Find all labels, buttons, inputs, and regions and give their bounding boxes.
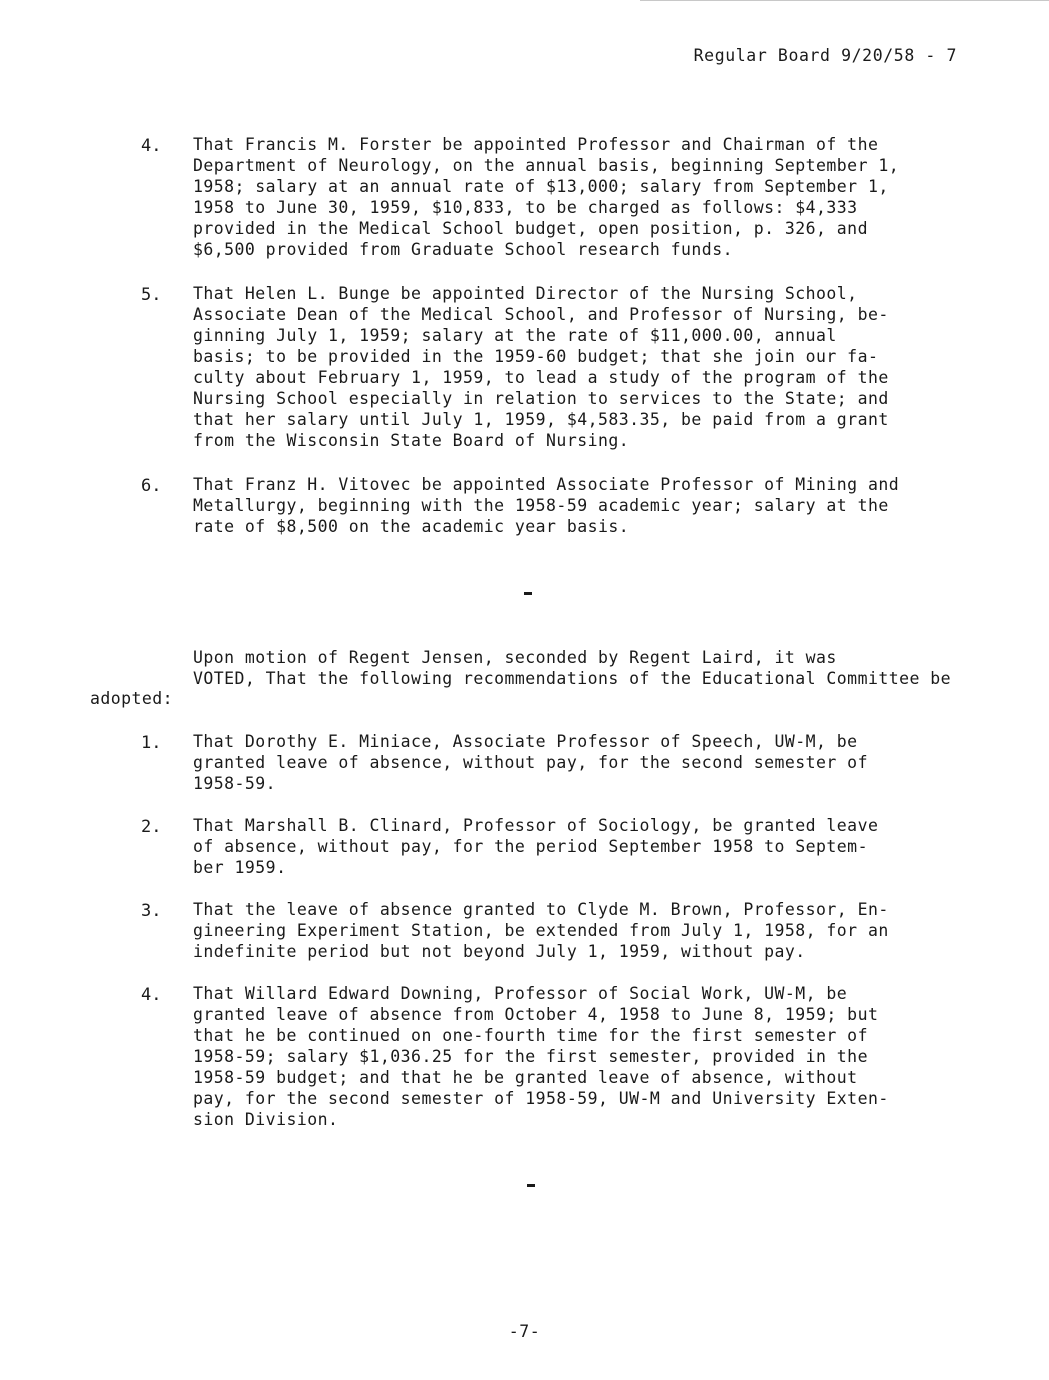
text-line: ber 1959. [193,858,287,877]
item-number: 1. [141,733,162,753]
top-edge-line [640,0,1049,1]
text-line: Department of Neurology, on the annual basis, beginning September 1, [193,156,900,175]
text-line: $6,500 provided from Graduate School research funds. [193,240,733,259]
text-line: That Marshall B. Clinard, Professor of Sociology, be granted leave [193,816,879,835]
item-text [193,815,878,878]
page-number: -7- [508,1322,541,1341]
text-line: pay, for the second semester of 1958-59, UW-M and University Exten- [193,1089,889,1108]
text-line: that he be continued on one-fourth time for the first semester of [193,1026,868,1045]
text-line: ginning July 1, 1959; salary at the rate of $11,000.00, annual [193,326,837,345]
section-separator-dash [524,592,532,595]
item-number: 5. [141,285,162,305]
text-line: 1958-59. [193,774,277,793]
text-line: basis; to be provided in the 1959-60 budget; that she join our fa- [193,347,879,366]
text-line: 1958-59; salary $1,036.25 for the first semester, provided in the [193,1047,868,1066]
text-line: That Helen L. Bunge be appointed Director of the Nursing School, [193,284,858,303]
item-text [193,731,868,794]
item-number: 6. [141,476,162,496]
text-line: that her salary until July 1, 1959, $4,583.35, be paid from a grant [193,410,889,429]
item-text [193,474,899,537]
text-line: from the Wisconsin State Board of Nursing. [193,431,630,450]
item-text [193,983,889,1130]
motion-continuation: adopted: [90,689,174,708]
text-line: 1958; salary at an annual rate of $13,000; salary from September 1, [193,177,889,196]
item-text [193,134,899,260]
text-line: granted leave of absence from October 4, 1958 to June 8, 1959; but [193,1005,879,1024]
text-line: 1958 to June 30, 1959, $10,833, to be charged as follows: $4,333 [193,198,858,217]
text-line: That Franz H. Vitovec be appointed Associate Professor of Mining and [193,475,900,494]
text-line: VOTED, That the following recommendations of the Educational Committee be [193,669,952,688]
item-text [193,283,889,451]
text-line: gineering Experiment Station, be extended from July 1, 1958, for an [193,921,889,940]
text-line: Metallurgy, beginning with the 1958-59 academic year; salary at the [193,496,889,515]
text-line: That the leave of absence granted to Clyde M. Brown, Professor, En- [193,900,889,919]
text-line: That Dorothy E. Miniace, Associate Professor of Speech, UW-M, be [193,732,858,751]
motion-paragraph [193,647,951,689]
text-line: indefinite period but not beyond July 1, 1959, without pay. [193,942,806,961]
text-line: sion Division. [193,1110,339,1129]
text-line: of absence, without pay, for the period September 1958 to Septem- [193,837,868,856]
text-line: provided in the Medical School budget, open position, p. 326, and [193,219,868,238]
text-line: That Francis M. Forster be appointed Professor and Chairman of the [193,135,879,154]
text-line: 1958-59 budget; and that he be granted leave of absence, without [193,1068,858,1087]
item-number: 2. [141,817,162,837]
item-number: 4. [141,136,162,156]
text-line: rate of $8,500 on the academic year basis. [193,517,630,536]
text-line: culty about February 1, 1959, to lead a study of the program of the [193,368,889,387]
text-line: Nursing School especially in relation to services to the State; and [193,389,889,408]
text-line: Upon motion of Regent Jensen, seconded by Regent Laird, it was [193,648,837,667]
text-line: granted leave of absence, without pay, for the second semester of [193,753,868,772]
item-number: 3. [141,901,162,921]
page-header: Regular Board 9/20/58 - 7 [693,46,957,65]
text-line: Associate Dean of the Medical School, and Professor of Nursing, be- [193,305,889,324]
item-number: 4. [141,985,162,1005]
section-separator-dash [527,1184,535,1187]
item-text [193,899,889,962]
text-line: That Willard Edward Downing, Professor of Social Work, UW-M, be [193,984,848,1003]
